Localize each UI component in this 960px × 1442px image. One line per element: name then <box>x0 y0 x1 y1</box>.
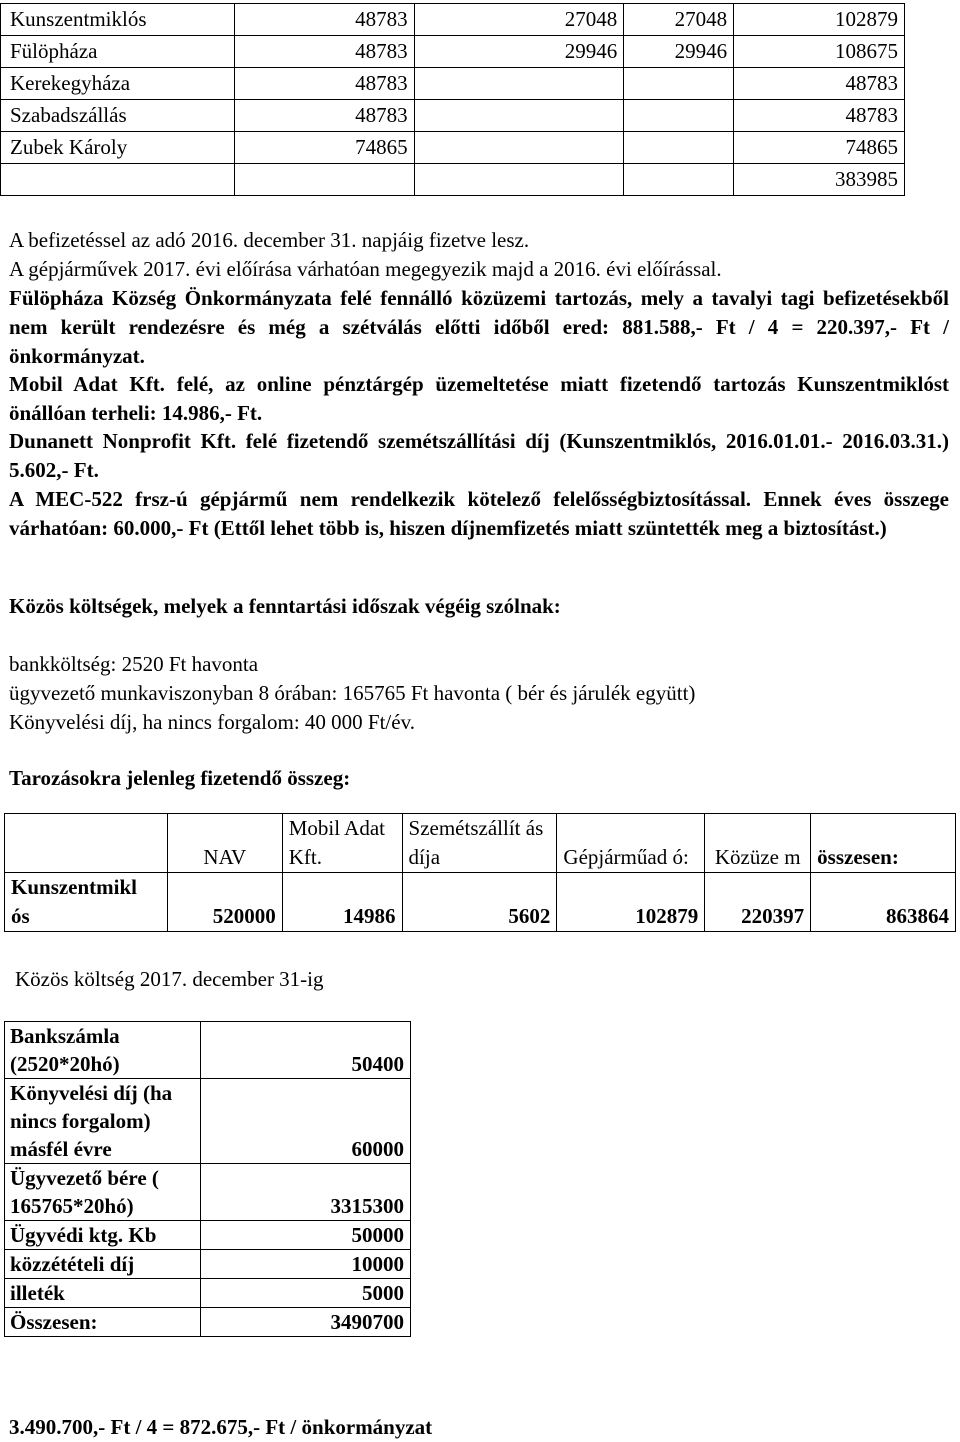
row-name: Kunszentmikl ós <box>5 873 168 932</box>
row-value: 5000 <box>200 1279 410 1308</box>
table-row <box>5 1279 411 1308</box>
common-cost-table <box>4 1021 411 1337</box>
row-name: Kunszentmiklós <box>1 4 235 36</box>
cell-value: 48783 <box>234 36 414 68</box>
cell-total: 48783 <box>734 68 905 100</box>
header-total: összesen: <box>811 814 956 873</box>
cell-value <box>414 100 624 132</box>
row-label: Ügyvezető bére ( 165765*20hó) <box>5 1164 201 1221</box>
header-nav: NAV <box>167 814 282 873</box>
cell-total: 102879 <box>734 4 905 36</box>
cell-value: 29946 <box>624 36 734 68</box>
cost-accounting: Könyvelési díj, ha nincs forgalom: 40 000 Ft/év. <box>9 710 415 734</box>
municipality-tax-table <box>0 3 905 196</box>
cell-value <box>624 100 734 132</box>
cell-value: 48783 <box>234 4 414 36</box>
cell-value <box>414 68 624 100</box>
cell-vehicle-tax: 102879 <box>557 873 705 932</box>
cell-total: 108675 <box>734 36 905 68</box>
row-name: Kerekegyháza <box>1 68 235 100</box>
paragraph-tax-paid: A befizetéssel az adó 2016. december 31. napjáig fizetve lesz. <box>9 228 530 252</box>
table-row <box>1 36 905 68</box>
table-row <box>5 1164 411 1221</box>
cell-total: 48783 <box>734 100 905 132</box>
cell-value: 48783 <box>234 68 414 100</box>
header-empty <box>5 814 168 873</box>
row-name: Szabadszállás <box>1 100 235 132</box>
table-row <box>5 1250 411 1279</box>
cell-value: 27048 <box>414 4 624 36</box>
row-label: közzétételi díj <box>5 1250 201 1279</box>
cell-utility: 220397 <box>705 873 811 932</box>
grand-total: 383985 <box>734 164 905 196</box>
cost-manager: ügyvezető munkaviszonyban 8 órában: 165765 Ft havonta ( bér és járulék együtt) <box>9 681 696 705</box>
final-calculation: 3.490.700,- Ft / 4 = 872.675,- Ft / önkormányzat <box>9 1415 433 1439</box>
cell-value <box>624 132 734 164</box>
paragraph-mobil-adat: Mobil Adat Kft. felé, az online pénztárgép üzemeltetése miatt fizetendő tartozás Kunszentmiklóst önállóan terheli: 14.986,- Ft. <box>9 372 949 425</box>
row-value: 3490700 <box>200 1308 410 1337</box>
row-label: Ügyvédi ktg. Kb <box>5 1221 201 1250</box>
header-utility: Közüze m <box>705 814 811 873</box>
table-row <box>5 873 956 932</box>
debts-table <box>4 813 956 932</box>
table-header-row <box>5 814 956 873</box>
cell-value: 27048 <box>624 4 734 36</box>
table-row <box>1 132 905 164</box>
row-value: 60000 <box>200 1079 410 1164</box>
table-row <box>5 1022 411 1079</box>
cell-value <box>234 164 414 196</box>
row-name <box>1 164 235 196</box>
cell-waste-fee: 5602 <box>402 873 557 932</box>
cost-bank: bankköltség: 2520 Ft havonta <box>9 652 259 676</box>
cell-value <box>624 164 734 196</box>
heading-debts-payable: Tarozásokra jelenleg fizetendő összeg: <box>9 766 351 790</box>
table-row <box>5 1221 411 1250</box>
cell-mobil-adat: 14986 <box>282 873 402 932</box>
paragraph-dunanett: Dunanett Nonprofit Kft. felé fizetendő szemétszállítási díj (Kunszentmiklós, 2016.01.01.- 2016.03.31.) 5.602,- Ft. <box>9 429 949 482</box>
row-label: Könyvelési díj (ha nincs forgalom) másfél évre <box>5 1079 201 1164</box>
table-row <box>1 4 905 36</box>
paragraph-fulophaza-debt: Fülöpháza Község Önkormányzata felé fennálló közüzemi tartozás, mely a tavalyi tagi befizetésekből nem került rendezésre és még a szétválás előtti időből ered: 881.588,- Ft / 4 = 220.397,- Ft / önkormányzat. <box>9 286 949 368</box>
table-row <box>5 1079 411 1164</box>
row-label: illeték <box>5 1279 201 1308</box>
cell-value: 48783 <box>234 100 414 132</box>
header-mobil-adat: Mobil Adat Kft. <box>282 814 402 873</box>
row-value: 50000 <box>200 1221 410 1250</box>
paragraph-vehicle-tax: A gépjárművek 2017. évi előírása várhatóan megegyezik majd a 2016. évi előírással. <box>9 257 722 281</box>
cell-nav: 520000 <box>167 873 282 932</box>
cell-value <box>414 164 624 196</box>
cell-total: 74865 <box>734 132 905 164</box>
row-label: Bankszámla (2520*20hó) <box>5 1022 201 1079</box>
row-value: 3315300 <box>200 1164 410 1221</box>
cell-total: 863864 <box>811 873 956 932</box>
cell-value: 74865 <box>234 132 414 164</box>
header-vehicle-tax: Gépjárműad ó: <box>557 814 705 873</box>
row-value: 10000 <box>200 1250 410 1279</box>
cell-value: 29946 <box>414 36 624 68</box>
table-row-total <box>1 164 905 196</box>
row-label: Összesen: <box>5 1308 201 1337</box>
row-value: 50400 <box>200 1022 410 1079</box>
heading-common-costs: Közös költségek, melyek a fenntartási időszak végéig szólnak: <box>9 594 561 618</box>
row-name: Zubek Károly <box>1 132 235 164</box>
cell-value <box>624 68 734 100</box>
table-row-total <box>5 1308 411 1337</box>
row-name: Fülöpháza <box>1 36 235 68</box>
heading-common-cost-2017: Közös költség 2017. december 31-ig <box>15 967 324 991</box>
cell-value <box>414 132 624 164</box>
paragraph-mec-522: A MEC-522 frsz-ú gépjármű nem rendelkezik kötelező felelősségbiztosítással. Ennek éves összege várhatóan: 60.000,- Ft (Ettől lehet több is, hiszen díjnemfizetés miatt szüntették meg a biztosítást.) <box>9 487 949 540</box>
table-row <box>1 68 905 100</box>
table-row <box>1 100 905 132</box>
header-waste-fee: Szemétszállít ás díja <box>402 814 557 873</box>
